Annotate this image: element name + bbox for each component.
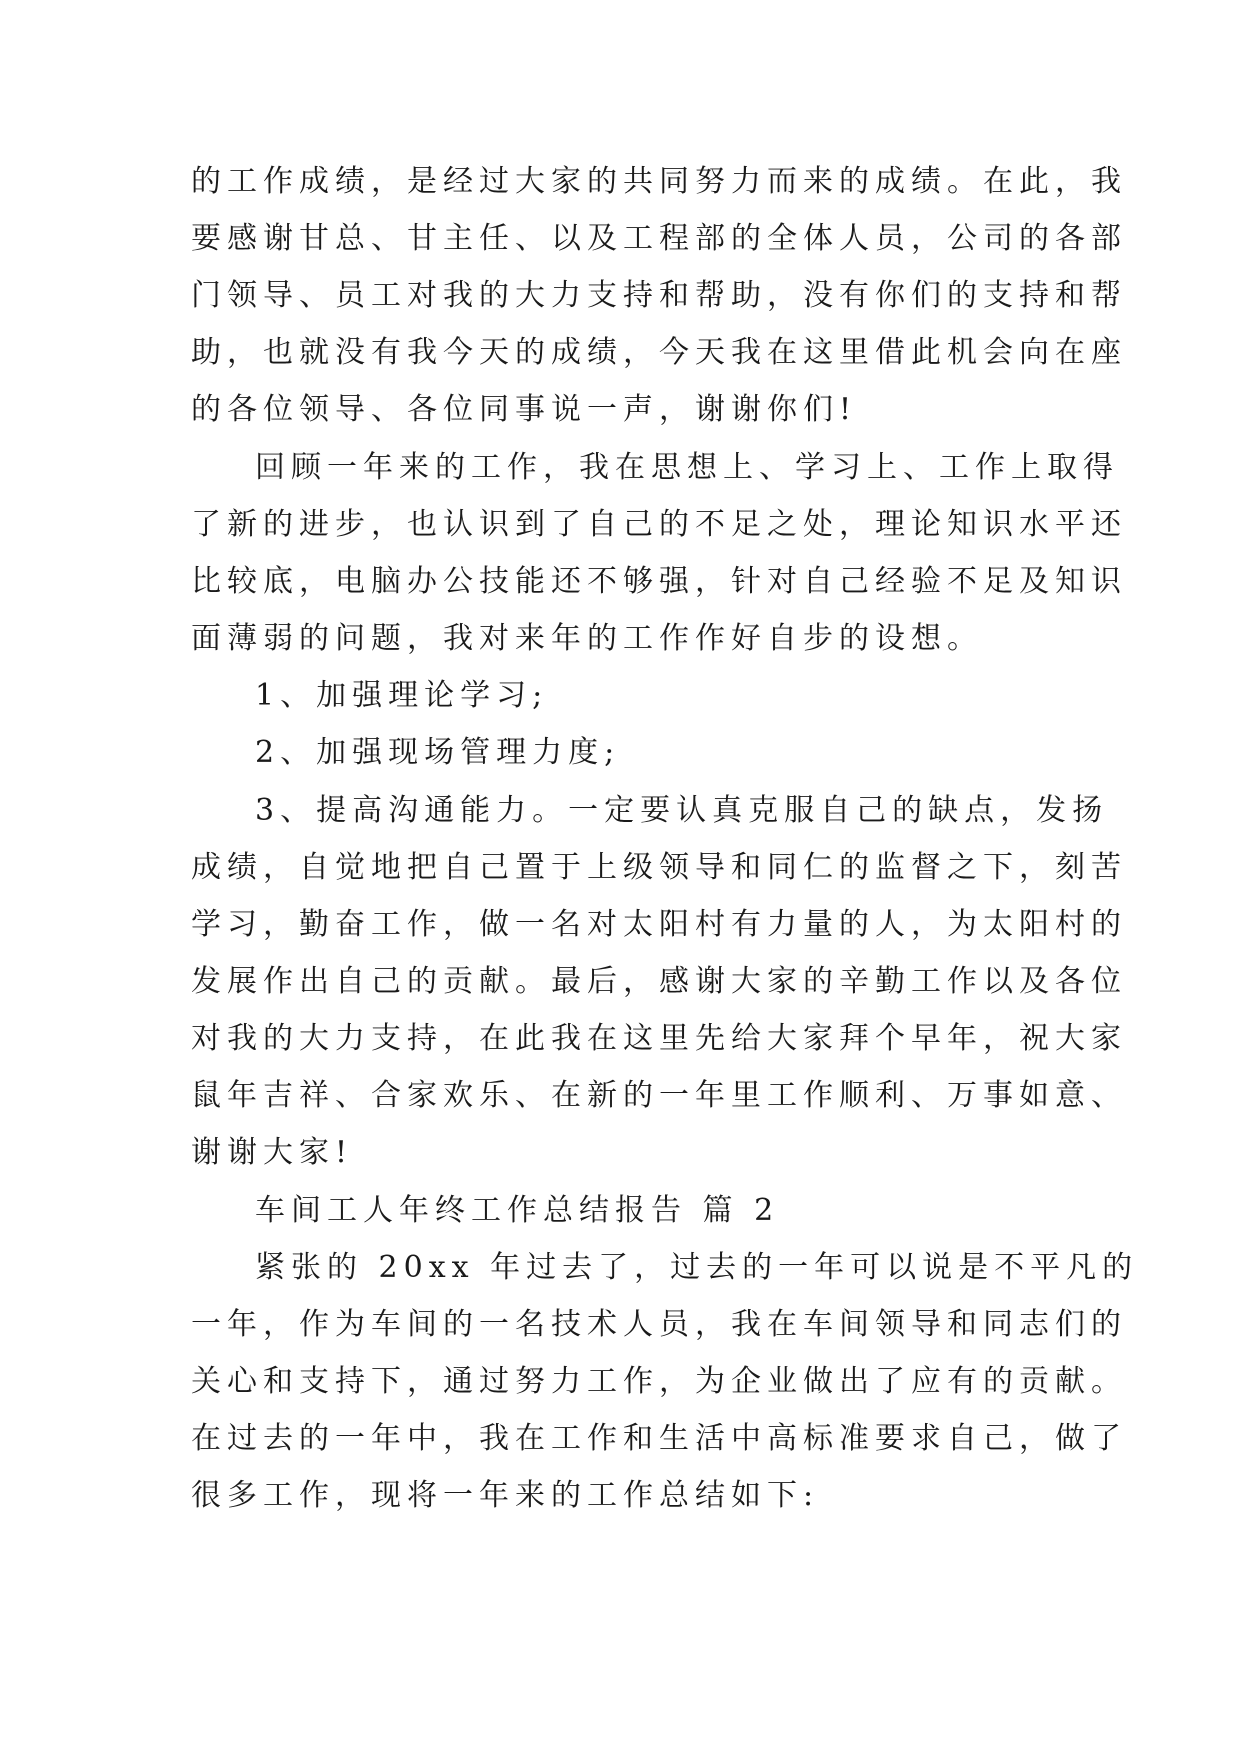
text-line: 发展作出自己的贡献。最后，感谢大家的辛勤工作以及各位 bbox=[191, 964, 1127, 999]
text-line: 谢谢大家! bbox=[191, 1135, 354, 1170]
text-line: 的工作成绩，是经过大家的共同努力而来的成绩。在此，我 bbox=[191, 164, 1127, 199]
text-line: 门领导、员工对我的大力支持和帮助，没有你们的支持和帮 bbox=[191, 278, 1127, 313]
list-item: 3、提高沟通能力。一定要认真克服自己的缺点，发扬 bbox=[255, 793, 1109, 828]
text-line: 关心和支持下，通过努力工作，为企业做出了应有的贡献。 bbox=[191, 1364, 1127, 1399]
text-line: 鼠年吉祥、合家欢乐、在新的一年里工作顺利、万事如意、 bbox=[191, 1078, 1127, 1113]
text-line: 学习，勤奋工作，做一名对太阳村有力量的人，为太阳村的 bbox=[191, 907, 1127, 942]
text-line: 很多工作，现将一年来的工作总结如下: bbox=[191, 1478, 820, 1513]
text-line: 比较底，电脑办公技能还不够强，针对自己经验不足及知识 bbox=[191, 564, 1127, 599]
text-line: 对我的大力支持，在此我在这里先给大家拜个早年，祝大家 bbox=[191, 1021, 1127, 1056]
text-line: 一年，作为车间的一名技术人员，我在车间领导和同志们的 bbox=[191, 1307, 1127, 1342]
text-line: 的各位领导、各位同事说一声，谢谢你们! bbox=[191, 392, 858, 427]
text-line: 在过去的一年中，我在工作和生活中高标准要求自己，做了 bbox=[191, 1421, 1127, 1456]
section-heading: 车间工人年终工作总结报告 篇 2 bbox=[255, 1193, 780, 1228]
text-line: 了新的进步，也认识到了自己的不足之处，理论知识水平还 bbox=[191, 507, 1127, 542]
paragraph-first-line: 紧张的 20xx 年过去了，过去的一年可以说是不平凡的 bbox=[255, 1250, 1139, 1285]
text-line: 成绩，自觉地把自己置于上级领导和同仁的监督之下，刻苦 bbox=[191, 850, 1127, 885]
list-item: 2、加强现场管理力度; bbox=[255, 735, 621, 770]
text-line: 助，也就没有我今天的成绩，今天我在这里借此机会向在座 bbox=[191, 335, 1127, 370]
paragraph-first-line: 回顾一年来的工作，我在思想上、学习上、工作上取得 bbox=[255, 450, 1119, 485]
text-line: 面薄弱的问题，我对来年的工作作好自步的设想。 bbox=[191, 621, 983, 656]
text-line: 要感谢甘总、甘主任、以及工程部的全体人员，公司的各部 bbox=[191, 221, 1127, 256]
list-item: 1、加强理论学习; bbox=[255, 678, 549, 713]
